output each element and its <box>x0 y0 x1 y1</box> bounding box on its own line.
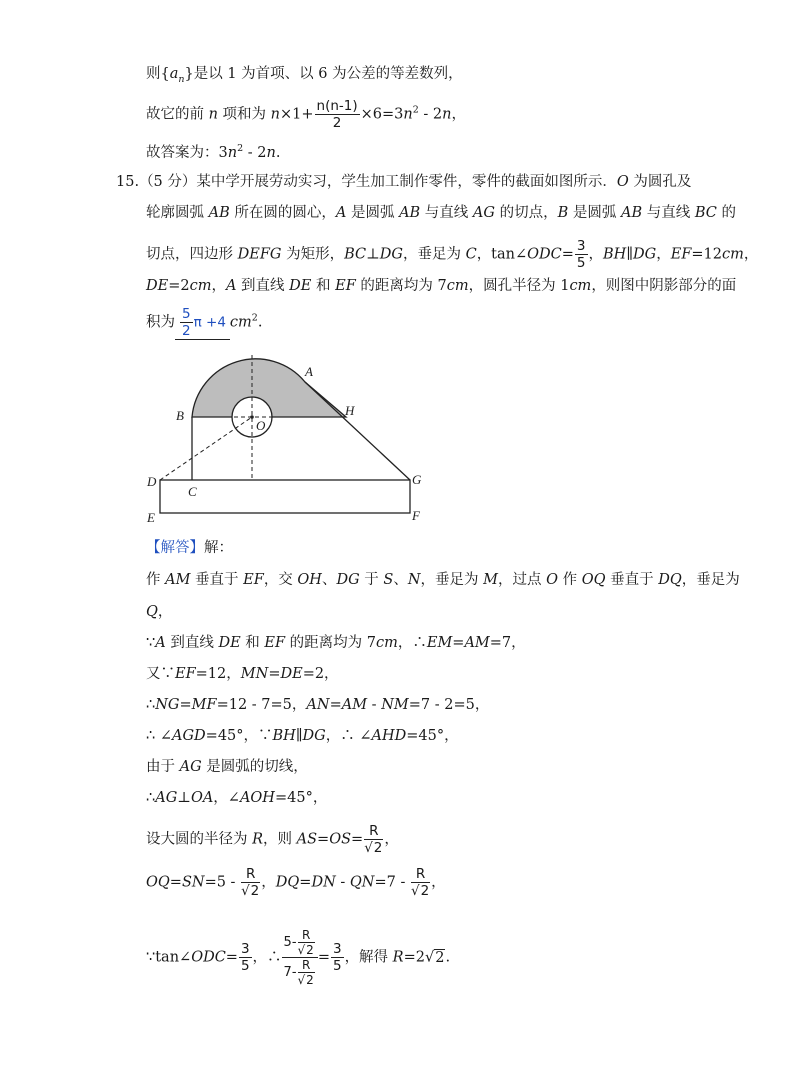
var: MN <box>240 666 269 682</box>
solution-line-2 <box>146 633 526 653</box>
fraction-numerator: 3 <box>240 941 250 957</box>
fraction <box>364 823 383 856</box>
var: EF <box>243 572 264 588</box>
unit: cm <box>229 314 252 331</box>
var: AB <box>208 205 230 221</box>
text: 5- <box>283 935 297 950</box>
text: ， <box>431 874 446 891</box>
fraction-denominator: 2 <box>332 115 342 131</box>
solution-tag: 【解答】 <box>146 540 204 556</box>
text: =7， <box>489 635 526 651</box>
var: DG <box>336 572 360 588</box>
problem-score: （5 分） <box>139 174 197 190</box>
text: 项和为 <box>217 106 271 123</box>
fraction <box>298 928 315 957</box>
fraction-numerator: R <box>241 866 260 883</box>
text: 7- <box>283 965 297 980</box>
text: 和 <box>240 635 265 651</box>
fraction <box>575 238 588 271</box>
text: ，∴ <box>252 949 282 966</box>
problem-line-4 <box>146 276 736 296</box>
var: OS <box>329 831 352 848</box>
text: 是圆弧 <box>346 205 400 221</box>
text: =12， <box>195 666 241 682</box>
solution-line-4 <box>146 695 489 715</box>
text: 切点，四边形 <box>146 246 238 263</box>
fraction-denominator: √2 <box>297 973 314 987</box>
var: SN <box>181 874 205 891</box>
text: = <box>351 831 364 848</box>
text: 由于 <box>146 759 180 775</box>
var: n <box>266 144 276 161</box>
var: DEFG <box>237 246 282 263</box>
text: 作 <box>558 572 582 588</box>
var: DE <box>280 666 303 682</box>
geometry-figure <box>140 350 440 530</box>
text: ，垂足为 <box>402 246 466 263</box>
solution-line-1 <box>146 570 740 590</box>
fraction-denominator: 5 <box>576 255 586 271</box>
text: 、 <box>321 572 337 588</box>
var: DE <box>146 278 169 294</box>
text: ， <box>451 106 466 123</box>
text: ， <box>384 831 399 848</box>
text-line-sequence <box>146 64 463 90</box>
var: n <box>227 144 238 161</box>
unit: cm <box>446 278 469 294</box>
text: 作 <box>146 572 166 588</box>
text: =45°， <box>274 790 328 806</box>
text: 故答案为：3 <box>146 144 228 161</box>
compound-numerator <box>282 928 318 958</box>
label-a: A <box>305 364 313 379</box>
text: =5 - <box>204 874 241 891</box>
solution-line-10: ∵tan∠ODC= $\frac{3}{5}$ ，∴ 5- $\frac{R}{√2}$ 7- $\frac{R}{√2}$ = $\frac{3}{5}$ ，解得 R=2√2. <box>146 928 451 987</box>
var: AGD <box>171 728 206 744</box>
problem-line-5 <box>146 306 262 340</box>
problem-number: 15. <box>116 174 140 190</box>
fraction-numerator: R <box>364 823 383 840</box>
fraction-denominator: 2 <box>182 323 191 339</box>
var: R <box>252 831 264 848</box>
var: O <box>616 174 629 190</box>
solution-line-8 <box>146 823 399 856</box>
var: n <box>442 106 452 123</box>
var: DG <box>633 246 657 263</box>
text: ⊥ <box>366 246 380 263</box>
line-ag <box>305 382 410 480</box>
text: = <box>561 246 574 263</box>
dashed-do <box>160 417 252 480</box>
text: 解： <box>204 540 233 556</box>
var: AOH <box>239 790 275 806</box>
text: - 2 <box>418 106 443 123</box>
var: A <box>225 278 237 294</box>
solution-line-6 <box>146 757 308 777</box>
label-o: O <box>256 418 266 433</box>
var: EF <box>670 246 692 263</box>
fraction-denominator: √2 <box>410 883 430 899</box>
text: = <box>169 874 182 891</box>
var: MF <box>191 697 217 713</box>
solution-line-7 <box>146 788 327 808</box>
text: = <box>225 949 238 966</box>
radicand: 2 <box>420 883 430 899</box>
var: AM <box>464 635 490 651</box>
solution-line-1b <box>146 602 172 622</box>
var: A <box>335 205 347 221</box>
var: N <box>407 572 421 588</box>
fraction-numerator: n(n-1) <box>316 98 358 114</box>
text: 的切点， <box>494 205 558 221</box>
unit: cm <box>569 278 592 294</box>
text: ，过点 <box>498 572 547 588</box>
text: 故它的前 <box>146 106 209 123</box>
var: BH <box>603 246 627 263</box>
var: AG <box>179 759 202 775</box>
text: ∵ <box>146 635 156 651</box>
var: AS <box>296 831 318 848</box>
var: AN <box>306 697 330 713</box>
text: 与直线 <box>420 205 473 221</box>
answer-text: π +4 <box>193 314 226 331</box>
center-point <box>250 415 254 419</box>
text: }是以 1 为首项、以 6 为公差的等差数列， <box>184 66 463 82</box>
text: ，则图中阴影部分的面 <box>591 278 737 294</box>
var: OQ <box>581 572 606 588</box>
text: - 2 <box>243 144 267 161</box>
radicand: 2 <box>306 973 314 987</box>
fraction-denominator: 5 <box>332 958 342 974</box>
var: AG <box>472 205 495 221</box>
label-d: D <box>147 474 157 489</box>
text: 某中学开展劳动实习，学生加工制作零件，零件的截面如图所示． <box>196 174 617 190</box>
text: - <box>335 874 350 891</box>
text: =2 <box>168 278 190 294</box>
text: 则{ <box>146 66 170 82</box>
text: 于 <box>359 572 384 588</box>
text: 是圆弧的切线， <box>201 759 308 775</box>
text: 到直线 <box>236 278 290 294</box>
text: 到直线 <box>165 635 219 651</box>
radicand: 2 <box>250 883 260 899</box>
text: ∴ <box>146 697 156 713</box>
text: ∥ <box>626 246 634 263</box>
radicand: 2 <box>373 840 383 856</box>
fraction-numerator: R <box>298 928 315 943</box>
text: =7 - 2=5， <box>408 697 490 713</box>
var: NG <box>155 697 180 713</box>
solution-line-3 <box>146 664 339 684</box>
var: OQ <box>146 874 170 891</box>
var: DE <box>218 635 241 651</box>
text: 的 <box>716 205 736 221</box>
text: 为矩形， <box>281 246 345 263</box>
fraction-denominator: 5 <box>240 958 250 974</box>
text: ， <box>743 246 759 263</box>
var: EF <box>175 666 196 682</box>
text: 轮廓圆弧 <box>146 205 209 221</box>
solution-line-9 <box>146 866 446 899</box>
fraction <box>239 941 252 974</box>
var: AB <box>620 205 643 221</box>
text: ∵tan∠ <box>146 949 192 966</box>
superscript: 2 <box>237 143 244 154</box>
var: B <box>557 205 569 221</box>
text: ，∴ <box>397 635 427 651</box>
label-b: B <box>176 408 184 423</box>
unit: cm <box>375 635 398 651</box>
text: ，圆孔半径为 1 <box>468 278 570 294</box>
var: OA <box>190 790 214 806</box>
var: BC <box>694 205 717 221</box>
text: 与直线 <box>642 205 695 221</box>
radicand: 2 <box>435 949 445 966</box>
text: ，∠ <box>213 790 240 806</box>
var: EF <box>335 278 356 294</box>
text: ∴ <box>146 790 156 806</box>
text: 和 <box>311 278 336 294</box>
text: 垂直于 <box>190 572 244 588</box>
text: ，tan∠ <box>476 246 528 263</box>
var: n <box>270 106 281 123</box>
text-line-answer <box>146 139 280 163</box>
var: a <box>169 66 179 82</box>
fraction-numerator: 3 <box>332 941 342 957</box>
label-f: F <box>412 508 420 523</box>
text: =45°， <box>406 728 459 744</box>
text: ⊥ <box>177 790 191 806</box>
problem-line-1 <box>116 172 691 192</box>
var: BC <box>344 246 367 263</box>
text: =12 <box>691 246 723 263</box>
text: = <box>317 949 330 966</box>
text: = <box>299 874 312 891</box>
text: 积为 <box>146 314 175 331</box>
fraction <box>298 958 315 987</box>
fraction <box>241 866 260 899</box>
var: AM <box>341 697 368 713</box>
var: DQ <box>658 572 682 588</box>
fraction-numerator: R <box>298 958 315 973</box>
text: 、 <box>393 572 408 588</box>
var: DE <box>289 278 312 294</box>
text: ×1+ <box>280 106 314 123</box>
compound-fraction <box>282 928 318 987</box>
var: AB <box>399 205 421 221</box>
text: ，则 <box>263 831 297 848</box>
fraction-denominator: √2 <box>241 883 260 899</box>
text: ∴ ∠ <box>146 728 172 744</box>
text: 又∵ <box>146 666 175 682</box>
text: ，交 <box>263 572 298 588</box>
var: n <box>208 106 218 123</box>
text: = <box>452 635 465 651</box>
text: ， <box>157 604 173 620</box>
var: DG <box>379 246 403 263</box>
var: AM <box>165 572 191 588</box>
label-h: H <box>345 403 355 418</box>
superscript: 2 <box>251 312 258 324</box>
radicand: 2 <box>306 943 314 957</box>
answer-blank <box>175 306 230 340</box>
var: OH <box>297 572 322 588</box>
label-e: E <box>147 510 155 525</box>
fraction-denominator: √2 <box>364 840 383 856</box>
problem-line-3 <box>146 238 758 271</box>
text: ，垂足为 <box>681 572 740 588</box>
solution-heading <box>146 538 233 558</box>
text: 垂直于 <box>605 572 659 588</box>
text: 的距离均为 7 <box>355 278 447 294</box>
var: n <box>403 106 413 123</box>
var: BH <box>272 728 296 744</box>
text: ， <box>656 246 671 263</box>
problem-line-2 <box>146 203 736 223</box>
text: =12 - 7=5， <box>216 697 307 713</box>
text: ， <box>211 278 226 294</box>
var: R <box>392 949 404 966</box>
text: ， <box>588 246 604 263</box>
var: EF <box>264 635 286 651</box>
unit: cm <box>722 246 744 263</box>
text: - <box>367 697 382 713</box>
unit: cm <box>189 278 212 294</box>
fraction-numerator: 5 <box>182 306 191 322</box>
var: ODC <box>527 246 562 263</box>
compound-denominator <box>282 958 318 987</box>
text: ∥ <box>295 728 303 744</box>
text: =2， <box>302 666 339 682</box>
text: = <box>317 831 330 848</box>
text: =2 <box>403 949 425 966</box>
label-g: G <box>412 472 422 487</box>
var: C <box>465 246 477 263</box>
var: DG <box>302 728 326 744</box>
text: =45°，∵ <box>205 728 273 744</box>
answer-fraction <box>180 306 193 339</box>
text: =7 - <box>374 874 410 891</box>
var: AG <box>155 790 178 806</box>
text: ，解得 <box>344 949 393 966</box>
var: EM <box>426 635 453 651</box>
var: ODC <box>191 949 226 966</box>
text: . <box>445 949 451 966</box>
text: . <box>257 314 263 331</box>
label-c: C <box>188 484 197 499</box>
var: NM <box>381 697 409 713</box>
fraction-denominator: √2 <box>297 943 314 957</box>
var: Q <box>146 604 158 620</box>
fraction <box>331 941 344 974</box>
var: DQ <box>275 874 300 891</box>
text: ×6=3 <box>360 106 404 123</box>
var: AHD <box>371 728 407 744</box>
var: A <box>155 635 166 651</box>
text-line-sum <box>146 98 466 131</box>
rectangle-defg <box>160 480 410 513</box>
fraction-numerator: 3 <box>576 238 586 254</box>
text: 的距离均为 7 <box>285 635 376 651</box>
superscript: 2 <box>412 104 419 116</box>
var: M <box>483 572 498 588</box>
fraction-numerator: R <box>411 866 430 883</box>
text: = <box>329 697 342 713</box>
fraction <box>411 866 430 899</box>
text: 所在圆的圆心， <box>229 205 336 221</box>
fraction <box>315 98 360 131</box>
var: O <box>546 572 558 588</box>
text: ， <box>261 874 276 891</box>
text: 设大圆的半径为 <box>146 831 253 848</box>
text: 为圆孔及 <box>628 174 692 190</box>
var: DN <box>311 874 336 891</box>
text: ，垂足为 <box>420 572 484 588</box>
var: S <box>383 572 394 588</box>
text: ，∴ ∠ <box>325 728 372 744</box>
text: 是圆弧 <box>568 205 621 221</box>
var: QN <box>349 874 375 891</box>
subscript: n <box>178 73 185 85</box>
text: = <box>179 697 192 713</box>
text: = <box>268 666 281 682</box>
solution-line-5 <box>146 726 459 746</box>
text: . <box>275 144 281 161</box>
